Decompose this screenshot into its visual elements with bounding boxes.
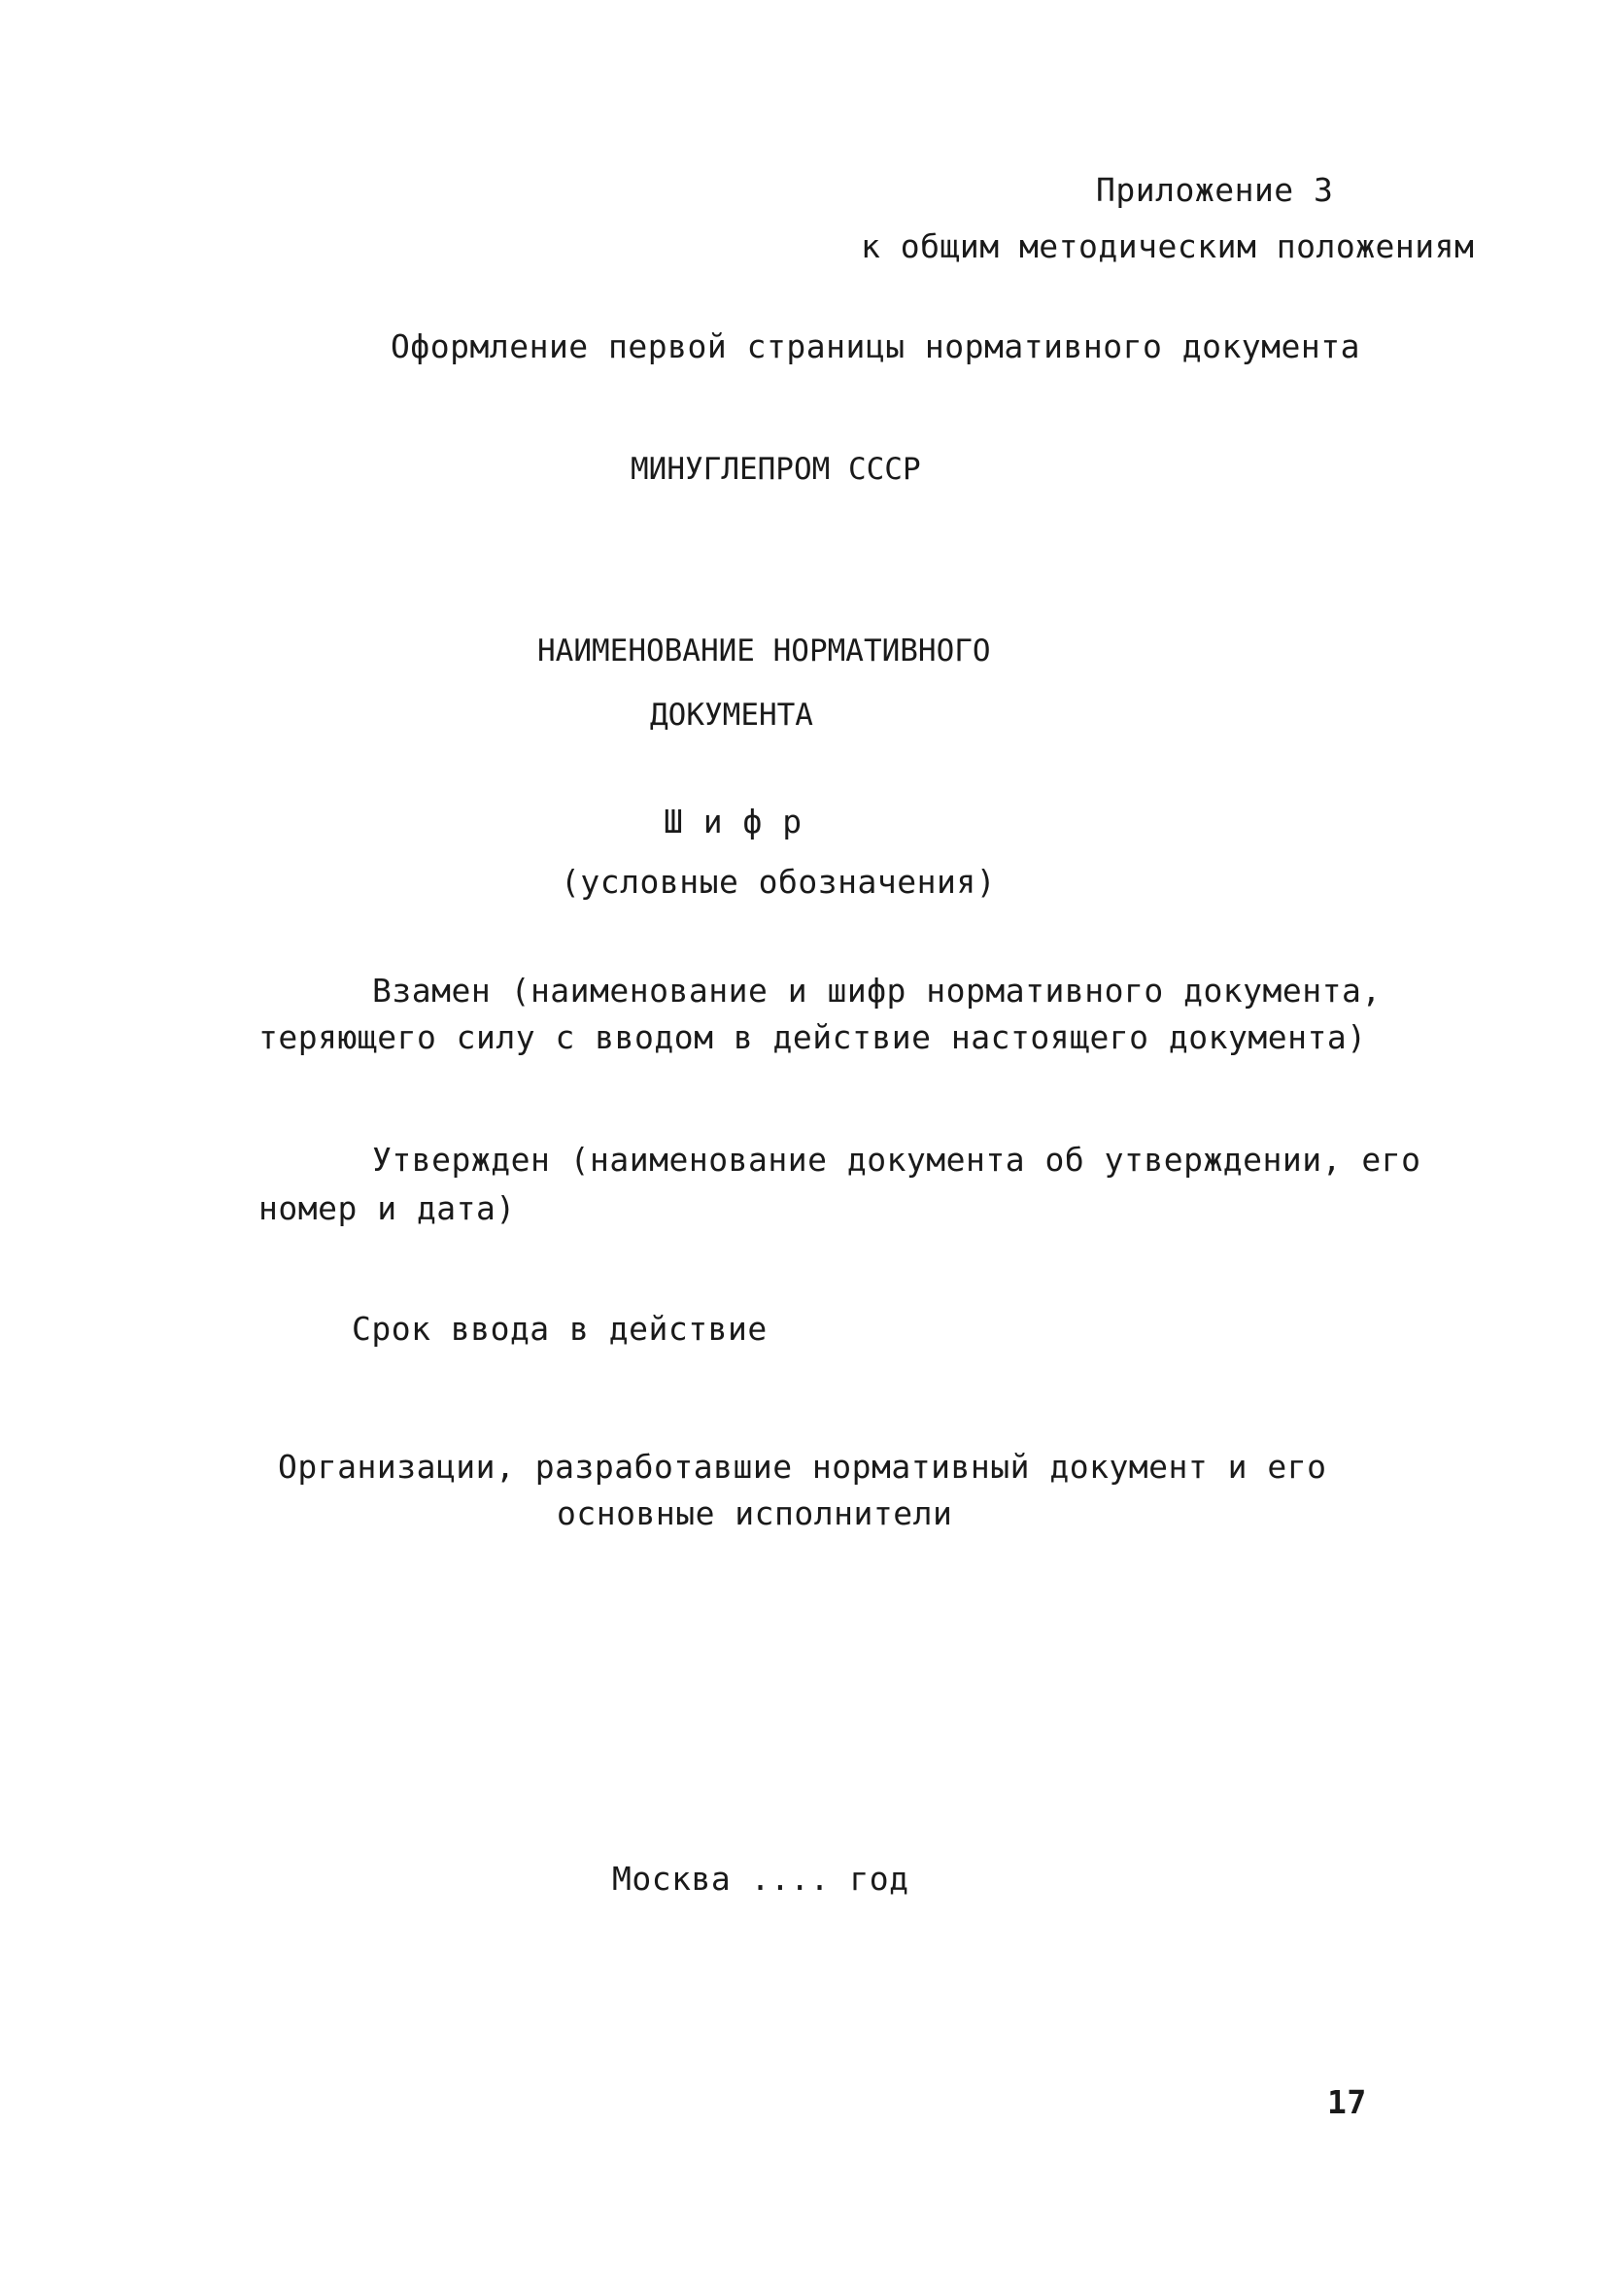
page-heading: Оформление первой страницы нормативного документа [391,327,1361,365]
approved-line1: Утвержден (наименование документа об утверждении, его [372,1141,1421,1179]
approved-line2: номер и дата) [258,1189,516,1227]
cipher-note: (условные обозначения) [561,863,997,901]
effective-date-label: Срок ввода в действие [352,1310,768,1348]
organizations-line1: Организации, разработавшие нормативный документ и его [278,1448,1327,1486]
document-name-line1: НАИМЕНОВАНИЕ НОРМАТИВНОГО [537,634,991,668]
replaces-line1: Взамен (наименование и шифр нормативного документа, [372,972,1382,1010]
page-number: 17 [1327,2083,1367,2121]
appendix-label: Приложение 3 [1096,171,1334,209]
cipher-label: Ш и ф р [664,803,803,840]
organizations-line2: основные исполнители [557,1494,953,1532]
place-and-year: Москва .... год [612,1860,909,1898]
document-name-line2: ДОКУМЕНТА [650,698,813,733]
appendix-reference: к общим методическим положениям [861,227,1475,265]
replaces-line2: теряющего силу с вводом в действие настоящего документа) [258,1018,1367,1056]
ministry-name: МИНУГЛЕПРОМ СССР [631,452,921,487]
